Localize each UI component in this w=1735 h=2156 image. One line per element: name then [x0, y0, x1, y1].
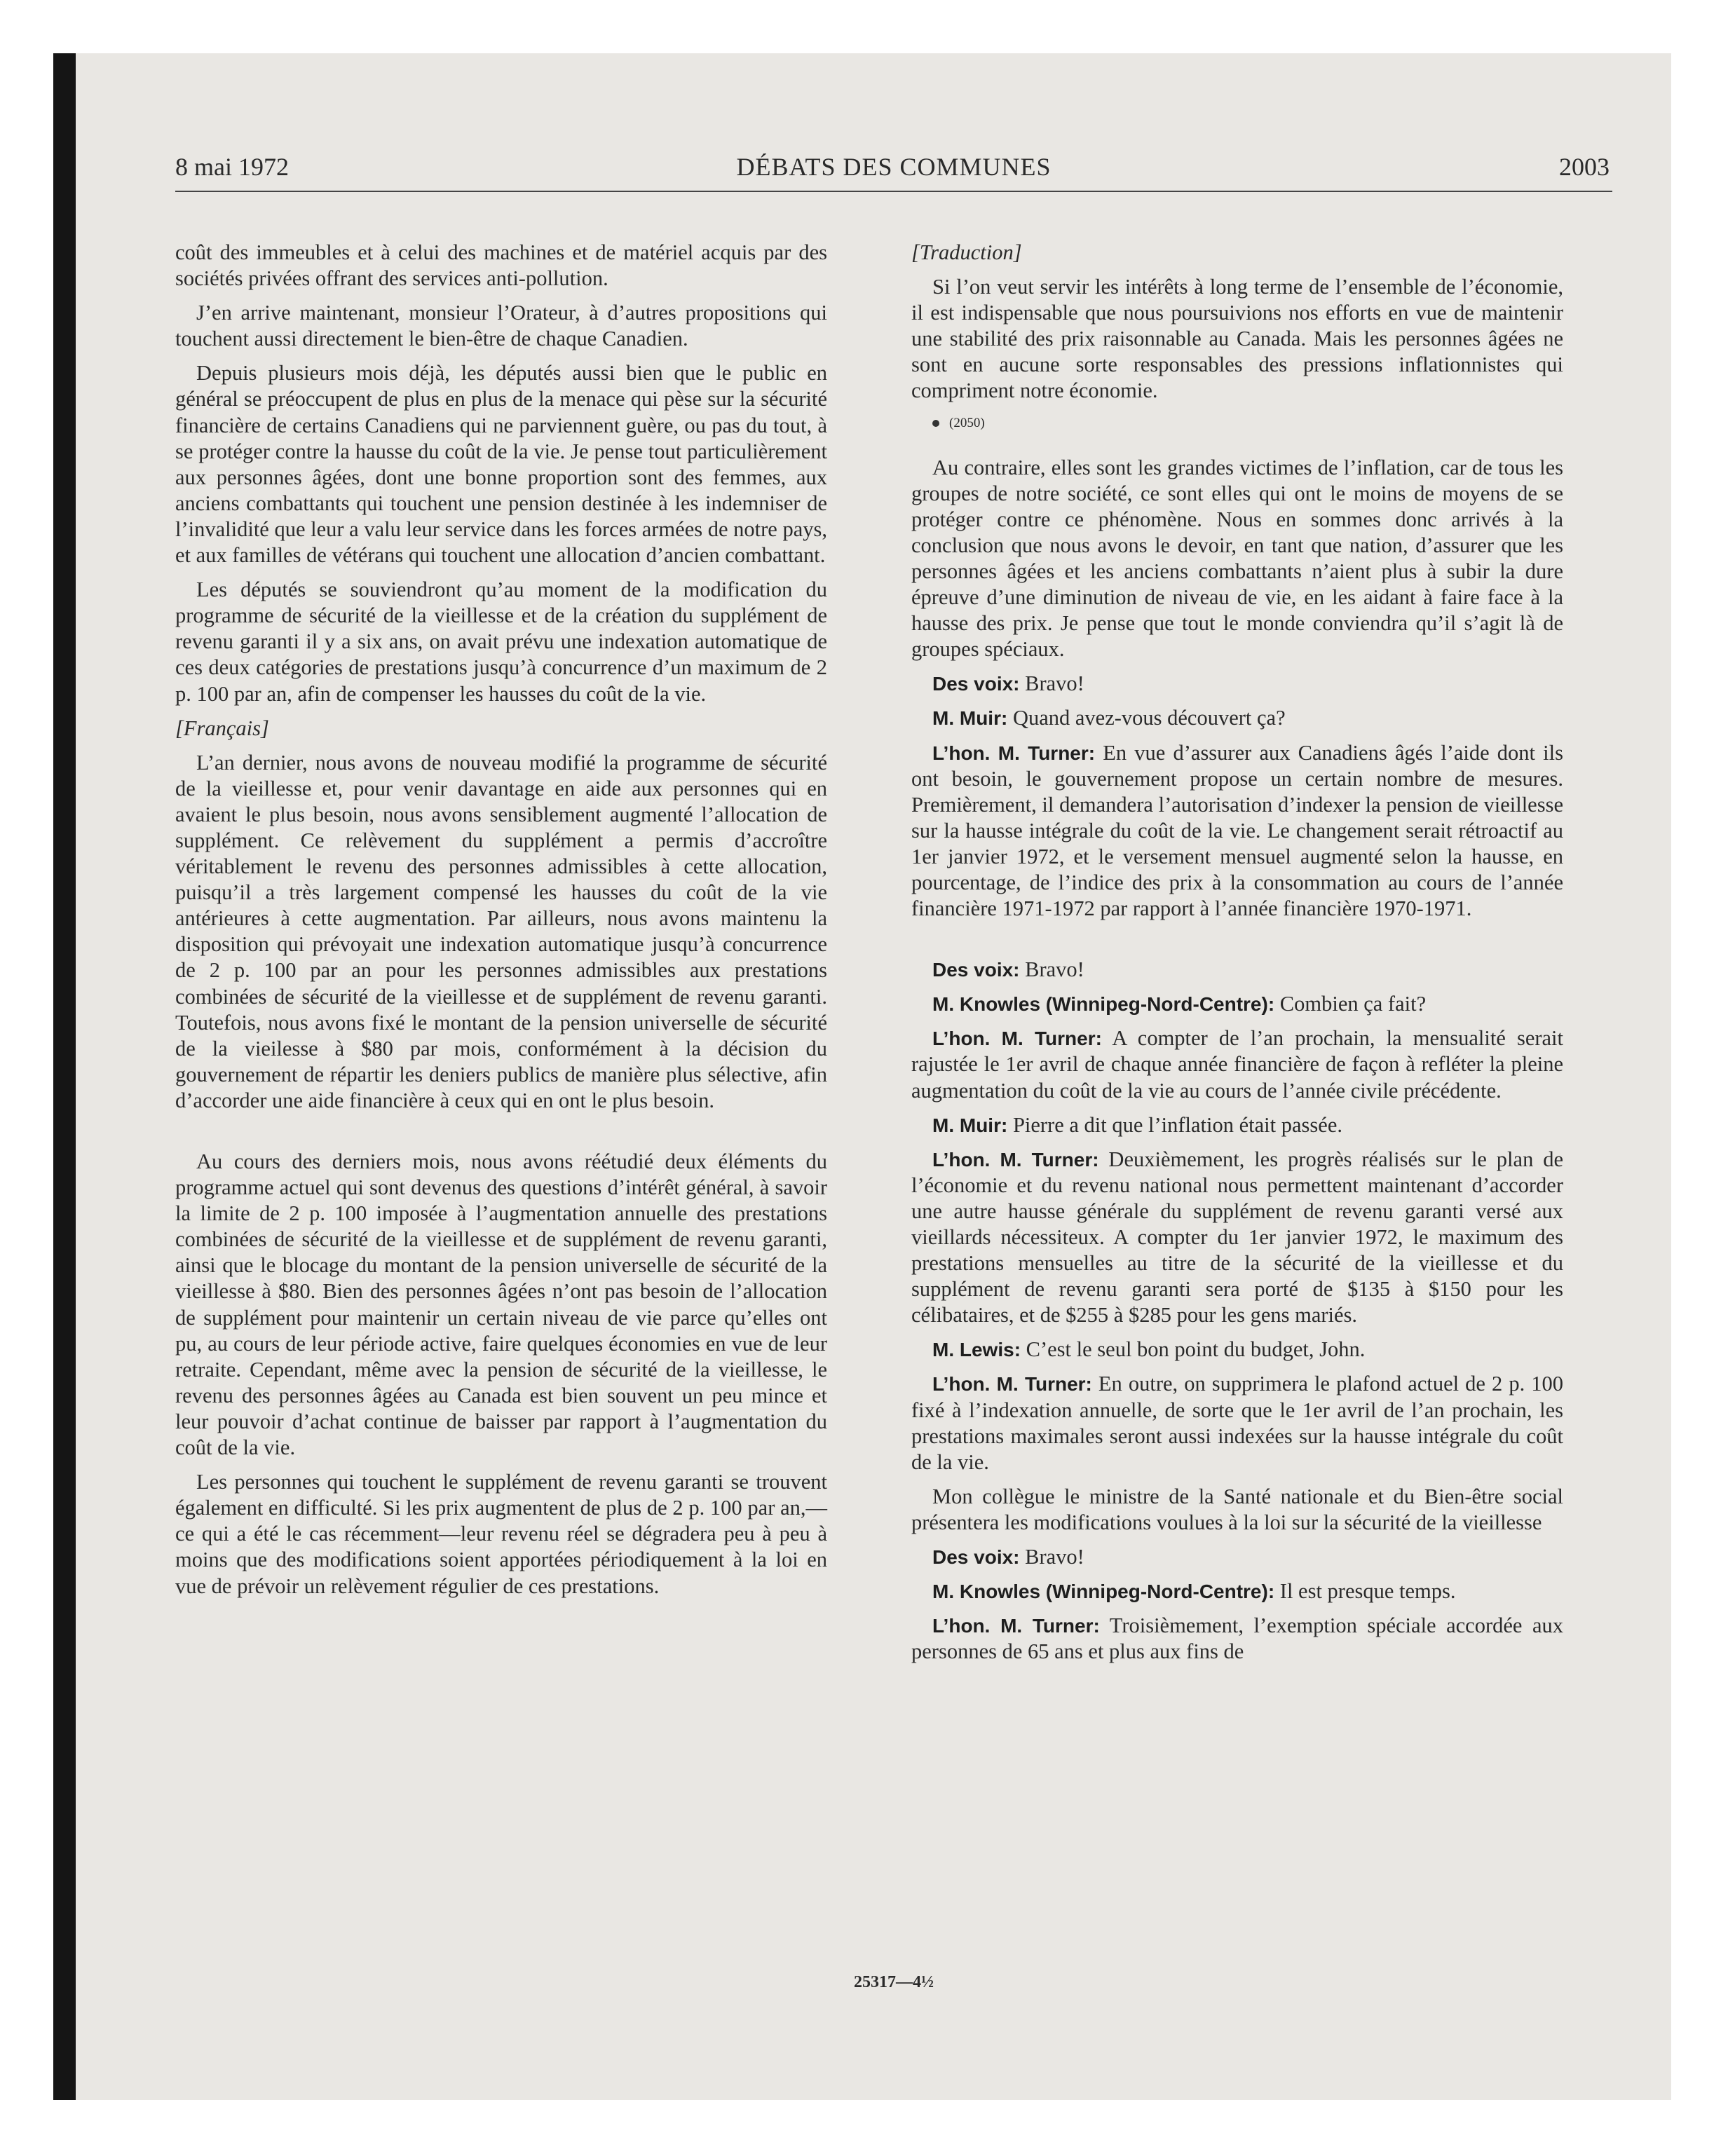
speaker-name: Des voix: — [932, 1546, 1020, 1569]
speech-text: Pierre a dit que l’inflation était passée. — [1007, 1112, 1342, 1137]
speech — [911, 1025, 1563, 1103]
header-date: 8 mai 1972 — [175, 153, 289, 181]
speech-text: Quand avez-vous découvert ça? — [1007, 706, 1286, 730]
speech — [911, 1578, 1563, 1604]
speech-text: C’est le seul bon point du budget, John. — [1021, 1337, 1366, 1362]
document-page — [175, 147, 1612, 2054]
running-header — [175, 147, 1612, 192]
speaker-name: L’hon. M. Turner: — [932, 742, 1096, 764]
speech — [911, 1337, 1563, 1363]
speech-text: Deuxièmement, les progrès réalisés sur le plan de l’économie et du revenu national nous permettent maintenant d’accorder une autre hausse générale du supplément de revenu garanti versé aux vieillards nécessiteux. A compter du 1er janvier 1972, le maximum des prestations mensuelles au titre de la sécurité de la vieillesse et du supplément de revenu garanti sera porté de $135 à $150 pour les célibataires, et de $255 à $285 pour les gens mariés. — [911, 1147, 1563, 1328]
speaker-name: M. Knowles (Winnipeg-Nord-Centre): — [932, 993, 1275, 1016]
speech — [911, 740, 1563, 922]
header-title: DÉBATS DES COMMUNES — [736, 153, 1052, 181]
speaker-name: M. Knowles (Winnipeg-Nord-Centre): — [932, 1581, 1275, 1603]
speech — [911, 671, 1563, 697]
paragraph: Au contraire, elles sont les grandes victimes de l’inflation, car de tous les groupes de notre société, ce sont elles qui ont le moins de moyens de se protéger contre ce phénomène. Nous en sommes donc arrivés à la conclusion que nous avons le devoir, en tant que nation, d’assurer que les personnes âgées et les anciens combattants n’aient plus à subir la dure épreuve d’une diminution de niveau de vie, en les aidant à faire face à la hausse des prix. Je pense que tout le monde conviendra qu’il s’agit là de groupes spéciaux. — [911, 455, 1563, 662]
speech — [911, 991, 1563, 1017]
speaker-name: Des voix: — [932, 673, 1020, 695]
speech — [911, 1112, 1563, 1138]
paragraph: L’an dernier, nous avons de nouveau modifié la programme de sécurité de la vieillesse et, pour venir davantage en aide aux personnes qui en avaient le plus besoin, nous avons sensiblement augmenté l’allocation de supplément. Ce relèvement du supplément a permis d’accroître véritablement le revenu des personnes admissibles à cette allocation, puisqu’il a très largement compensé les hausses du coût de la vie antérieures à cette augmentation. Par ailleurs, nous avons maintenu la disposition qui prévoyait une indexation automatique jusqu’à concurrence de 2 p. 100 par an pour les personnes admissibles aux prestations combinées de sécurité de la vieillesse et de supplément de revenu garanti. Toutefois, nous avons fixé le montant de la pension universelle de sécurité de la vieilesse à $80 par mois, conformément à la décision du gouvernement de répartir les deniers publics de manière plus sélective, afin d’accorder une aide financière à ceux qui en ont le plus besoin. — [175, 750, 827, 1112]
bullet-icon — [932, 420, 939, 427]
speech — [911, 1371, 1563, 1475]
speech-text: Bravo! — [1019, 671, 1084, 696]
speech — [911, 957, 1563, 983]
paragraph: J’en arrive maintenant, monsieur l’Orateur, à d’autres propositions qui touchent aussi directement le bien-être de chaque Canadien. — [175, 301, 827, 351]
speech-text: Il est presque temps. — [1274, 1579, 1456, 1604]
right-column — [911, 240, 1563, 1673]
paragraph: Au cours des derniers mois, nous avons réétudié deux éléments du programme actuel qui sont devenus des questions d’intérêt général, à savoir la limite de 2 p. 100 imposée à l’augmentation annuelle des prestations combinées de sécurité de la vieillesse et de supplément de revenu garanti, ainsi que le blocage du montant de la pension universelle de sécurité de la vieillesse à $80. Bien des personnes âgées n’ont pas besoin de l’allocation de supplément pour maintenir un certain niveau de vie parce qu’elles ont pu, au cours de leur période active, faire quelques économies en vue de leur retraite. Cependant, même avec la pension de sécurité de la vieillesse, le revenu des personnes âgées au Canada est bien souvent un peu mince et leur pouvoir d’achat continue de baisser par rapport à l’augmentation du coût de la vie. — [175, 1149, 827, 1460]
paragraph: Si l’on veut servir les intérêts à long terme de l’ensemble de l’économie, il est indispensable que nous poursuivions nos efforts en vue de maintenir une stabilité des prix raisonnable au Canada. Mais les personnes âgées ne sont en aucune sorte responsables des pressions inflationnistes qui compriment notre économie. — [911, 275, 1563, 403]
paragraph: Les personnes qui touchent le supplément de revenu garanti se trouvent également en difficulté. Si les prix augmentent de plus de 2 p. 100 par an,—ce qui a été le cas récemment—leur revenu réel se dégradera peu à peu à moins que des modifications soient apportées périodiquement à la loi en vue de prévoir un relèvement régulier de ces prestations. — [175, 1470, 827, 1598]
time-marker-text: (2050) — [949, 415, 985, 430]
paragraph: Les députés se souviendront qu’au moment de la modification du programme de sécurité de la vieillesse et de la création du supplément de revenu garanti il y a six ans, on avait prévu une indexation automatique de ces deux catégories de prestations jusqu’à concurrence d’un maximum de 2 p. 100 par an, afin de compenser les hausses du coût de la vie. — [175, 578, 827, 706]
speech-text: A compter de l’an prochain, la mensualité serait rajustée le 1er avril de chaque année financière de façon à refléter la pleine augmentation du coût de la vie au cours de l’année civile précédente. — [911, 1026, 1564, 1103]
speaker-name: L’hon. M. Turner: — [932, 1615, 1100, 1637]
speaker-name: Des voix: — [932, 959, 1020, 981]
speaker-name: L’hon. M. Turner: — [932, 1028, 1102, 1050]
speech — [911, 1613, 1563, 1665]
paragraph: Depuis plusieurs mois déjà, les députés aussi bien que le public en général se préoccupent de plus en plus de la menace qui pèse sur la sécurité financière de certains Canadiens qui ne parviennent guère, ou pas du tout, à se protéger contre la hausse du coût de la vie. Je pense tout particulièrement aux personnes âgées, dont une bonne proportion sont des femmes, aux anciens combattants qui touchent une pension destinée à les indemniser de l’invalidité que leur a valu leur service dans les forces armées de notre pays, et aux familles de vétérans qui touchent une allocation d’ancien combattant. — [175, 361, 827, 568]
speech — [911, 1544, 1563, 1570]
speech-text: En vue d’assurer aux Canadiens âgés l’aide dont ils ont besoin, le gouvernement propose un certain nombre de mesures. Premièrement, il demandera l’autorisation d’indexer la pension de vieillesse sur la hausse intégrale du coût de la vie. Le changement serait rétroactif au 1er janvier 1972, et le versement mensuel augmenté selon la hausse, en pourcentage, de l’indice des prix à la consommation au cours de l’année financière 1971-1972 par rapport à l’année financière 1970-1971. — [911, 740, 1564, 921]
speech-text: Troisièmement, l’exemption spéciale accordée aux personnes de 65 ans et plus aux fins de — [911, 1613, 1563, 1664]
left-column — [175, 240, 827, 1608]
speaker-name: M. Lewis: — [932, 1339, 1021, 1361]
language-tag: [Français] — [175, 716, 269, 740]
header-page-number: 2003 — [1559, 153, 1610, 181]
binding-edge — [53, 53, 76, 2100]
time-marker — [911, 413, 1563, 434]
speech-text: Combien ça fait? — [1274, 992, 1427, 1016]
speech-text: En outre, on supprimera le plafond actuel de 2 p. 100 fixé à l’indexation annuelle, de sorte que le 1er avril de l’an prochain, les prestations maximales seront aussi indexées sur la hausse intégrale du coût de la vie. — [911, 1372, 1564, 1474]
page-footer-code: 25317—4½ — [854, 1973, 934, 1991]
speaker-name: M. Muir: — [932, 1114, 1008, 1136]
speech-text: Bravo! — [1019, 957, 1084, 982]
speech — [911, 1147, 1563, 1329]
paragraph: coût des immeubles et à celui des machines et de matériel acquis par des sociétés privées offrant des services anti-pollution. — [175, 240, 827, 291]
speaker-name: L’hon. M. Turner: — [932, 1148, 1099, 1171]
speaker-name: L’hon. M. Turner: — [932, 1373, 1092, 1396]
speech — [911, 705, 1563, 731]
language-tag: [Traduction] — [911, 240, 1022, 264]
speaker-name: M. Muir: — [932, 707, 1008, 730]
speech-text: Bravo! — [1019, 1545, 1084, 1569]
paragraph: Mon collègue le ministre de la Santé nationale et du Bien-être social présentera les modifications voulues à la loi sur la sécurité de la vieillesse — [911, 1484, 1563, 1534]
